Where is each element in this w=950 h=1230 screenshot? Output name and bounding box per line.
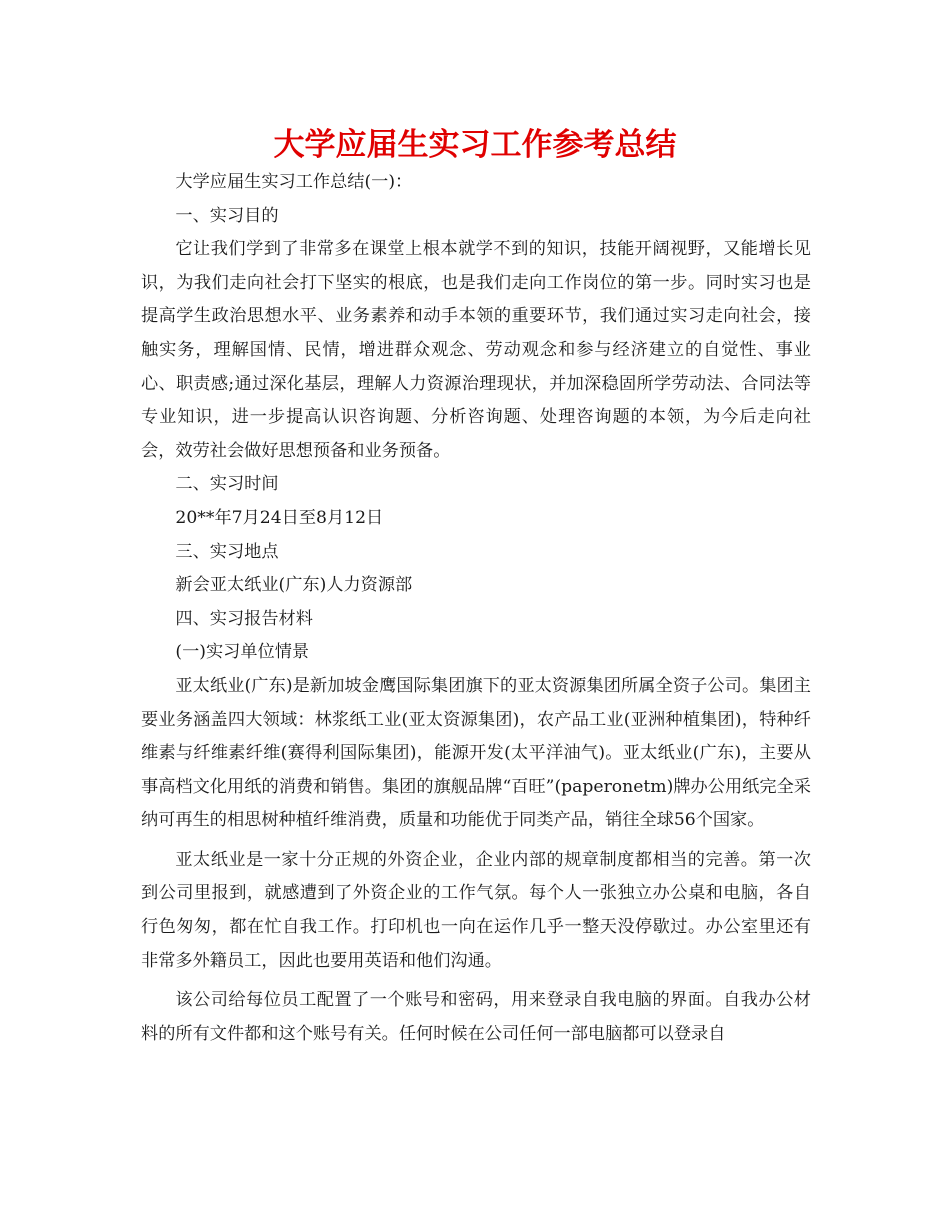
heading-internship-time: 二、实习时间 — [175, 474, 279, 495]
paragraph-company-intro: 亚太纸业(广东)是新加坡金鹰国际集团旗下的亚太资源集团所属全资子公司。集团主要业务涵盖四大领域：林浆纸工业(亚太资源集团)，农产品工业(亚洲种植集团)，特种纤维素与纤维素纤维(赛得利国际集团)，能源开发(太平洋油气)。亚太纸业(广东)，主要从事高档文化用纸的消费和销售。集团的旗舰品牌“百旺”(paperonetm)牌办公用纸完全采纳可再生的相思树种植纤维消费，质量和功能优于同类产品，销往全球56个国家。 — [141, 675, 811, 831]
document-title: 大学应届生实习工作参考总结 — [273, 127, 677, 163]
paragraph-account-setup: 该公司给每位员工配置了一个账号和密码，用来登录自我电脑的界面。自我办公材料的所有文件都和这个账号有关。任何时候在公司任何一部电脑都可以登录自 — [141, 990, 811, 1044]
paragraph-company-atmosphere: 亚太纸业是一家十分正规的外资企业，企业内部的规章制度都相当的完善。第一次到公司里报到，就感遭到了外资企业的工作气氛。每个人一张独立办公桌和电脑，各自行色匆匆，都在忙自我工作。打印机也一向在运作几乎一整天没停歇过。办公室里还有非常多外籍员工，因此也要用英语和他们沟通。 — [141, 849, 811, 971]
heading-internship-location: 三、实习地点 — [175, 541, 279, 562]
paragraph-internship-purpose: 它让我们学到了非常多在课堂上根本就学不到的知识，技能开阔视野，又能增长见识，为我们走向社会打下坚实的根底，也是我们走向工作岗位的第一步。同时实习也是提高学生政治思想水平、业务素养和动手本领的重要环节，我们通过实习走向社会，接触实务，理解国情、民情，增进群众观念、劳动观念和参与经济建立的自觉性、事业心、职责感;通过深化基层，理解人力资源治理现状，并加深稳固所学劳动法、合同法等专业知识，进一步提高认识咨询题、分析咨询题、处理咨询题的本领，为今后走向社会，效劳社会做好思想预备和业务预备。 — [141, 239, 811, 461]
paragraph-internship-time: 20**年7月24日至8月12日 — [175, 507, 384, 528]
paragraph-internship-location: 新会亚太纸业(广东)人力资源部 — [175, 575, 413, 596]
subheading-company-situation: (一)实习单位情景 — [175, 642, 310, 663]
paragraph-intro: 大学应届生实习工作总结(一)： — [175, 172, 413, 192]
heading-report-materials: 四、实习报告材料 — [175, 608, 313, 629]
document-body — [141, 166, 811, 1051]
heading-internship-purpose: 一、实习目的 — [175, 205, 279, 226]
